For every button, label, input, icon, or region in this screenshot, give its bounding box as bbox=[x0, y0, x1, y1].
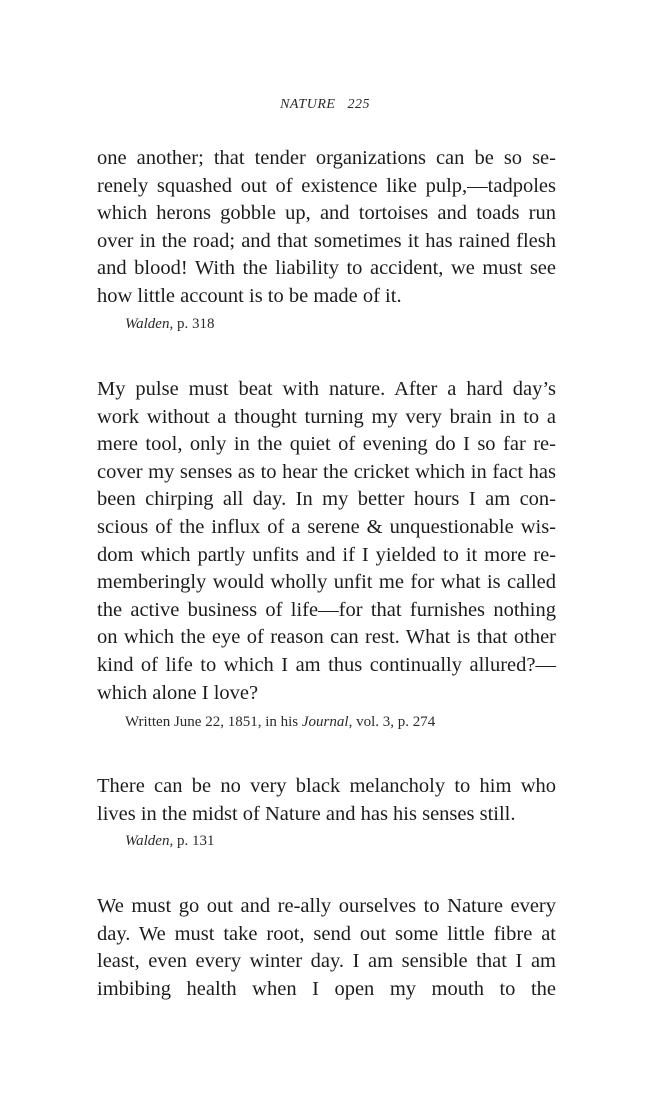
text-line: how little account is to be made of it. bbox=[97, 284, 402, 307]
text-line: renely squashed out of existence like pulp,—tadpoles bbox=[97, 174, 556, 197]
quote-source-2 bbox=[125, 714, 435, 731]
quote-paragraph-2 bbox=[97, 376, 556, 707]
text-line: There can be no very black melancholy to him who bbox=[97, 775, 556, 797]
running-head-title: NATURE bbox=[280, 97, 336, 112]
text-line: the active business of life—for that furnishes nothing bbox=[97, 598, 556, 621]
text-line: work without a thought turning my very brain in to a bbox=[97, 405, 556, 428]
text-line: and blood! With the liability to accident, we must see bbox=[97, 257, 556, 280]
text-line: imbibing health when I open my mouth to the bbox=[97, 977, 556, 1000]
text-line: lives in the midst of Nature and has his senses still. bbox=[97, 802, 516, 825]
text-line: memberingly would wholly unfit me for what is called bbox=[97, 571, 556, 594]
source-work: Walden bbox=[125, 833, 170, 849]
quote-source-3 bbox=[125, 833, 214, 850]
quote-paragraph-4 bbox=[97, 893, 556, 1003]
text-line: scious of the influx of a serene & unquestionable wis- bbox=[97, 515, 556, 538]
quote-paragraph-3 bbox=[97, 773, 556, 828]
source-work: Walden bbox=[125, 316, 170, 332]
text-line: over in the road; and that sometimes it has rained flesh bbox=[97, 229, 556, 252]
text-line: which herons gobble up, and tortoises and toads run bbox=[97, 202, 556, 225]
text-line: kind of life to which I am thus continually allured?— bbox=[97, 653, 556, 676]
running-head bbox=[0, 97, 650, 113]
text-line: which alone I love? bbox=[97, 681, 259, 704]
source-suffix: , p. 131 bbox=[169, 833, 215, 849]
text-line: been chirping all day. In my better hours I am con- bbox=[97, 488, 556, 511]
text-line: day. We must take root, send out some little fibre at bbox=[97, 922, 556, 945]
source-suffix: , p. 318 bbox=[169, 316, 215, 332]
text-line: We must go out and re-ally ourselves to Nature every bbox=[97, 895, 556, 917]
quote-paragraph-1 bbox=[97, 145, 556, 311]
source-prefix: Written June 22, 1851, in his bbox=[125, 714, 302, 730]
source-work: Journal bbox=[301, 714, 349, 730]
text-line: least, even every winter day. I am sensible that I am bbox=[97, 950, 556, 973]
text-line: on which the eye of reason can rest. What is that other bbox=[97, 626, 556, 649]
text-line: dom which partly unfits and if I yielded to it more re- bbox=[97, 543, 556, 566]
source-suffix: , vol. 3, p. 274 bbox=[348, 714, 436, 730]
text-line: mere tool, only in the quiet of evening do I so far re- bbox=[97, 433, 556, 456]
text-line: cover my senses as to hear the cricket which in fact has bbox=[97, 460, 556, 483]
page-number: 225 bbox=[347, 97, 370, 112]
text-line: My pulse must beat with nature. After a hard day’s bbox=[97, 378, 556, 400]
quote-source-1 bbox=[125, 316, 214, 333]
text-line: one another; that tender organizations can be so se- bbox=[97, 147, 556, 169]
